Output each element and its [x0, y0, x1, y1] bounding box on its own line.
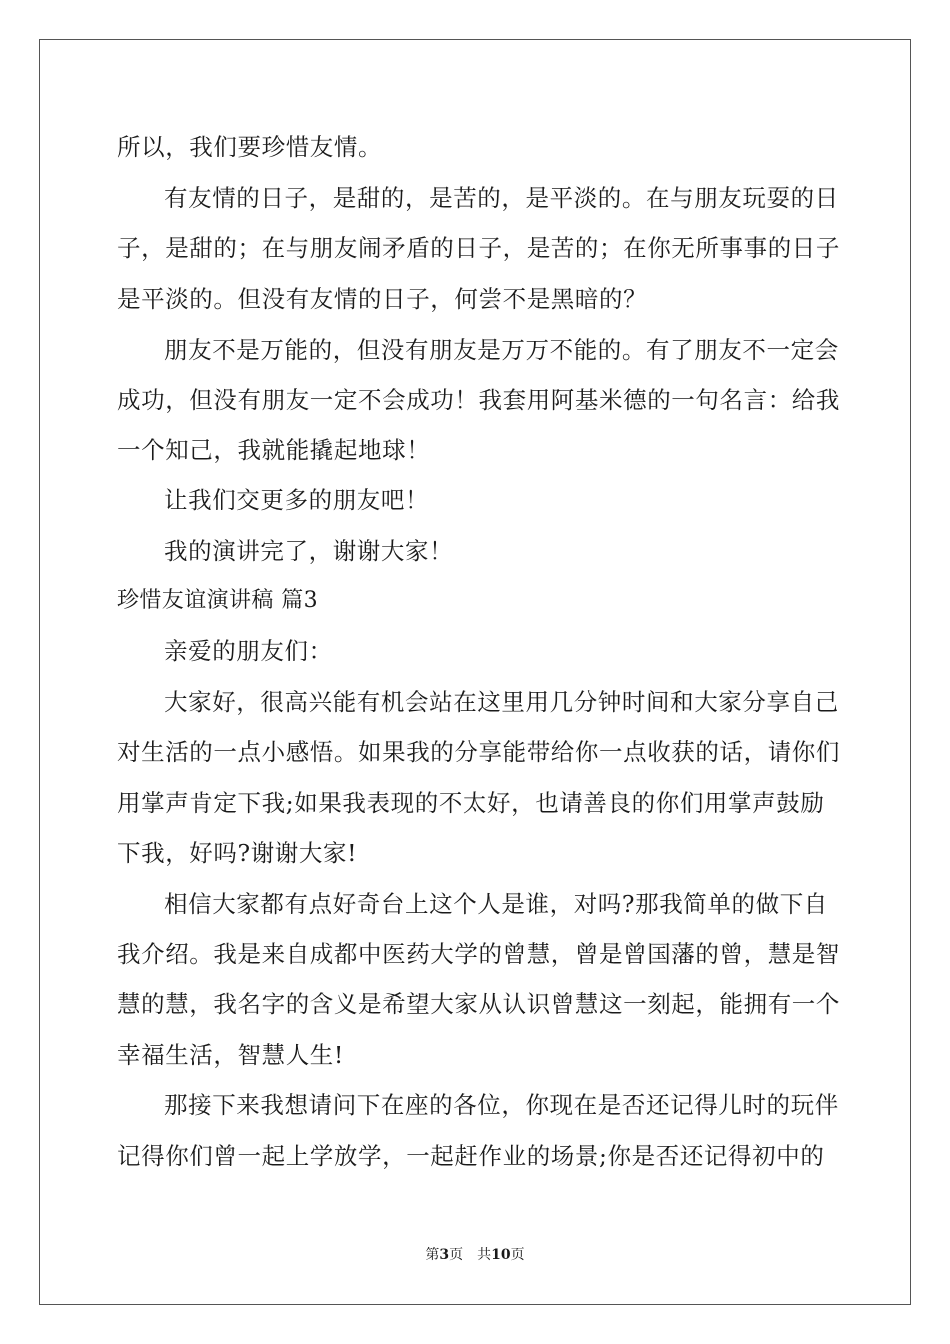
paragraph-line: 一个知己，我就能撬起地球！	[117, 436, 431, 464]
paragraph-line: 朋友不是万能的，但没有朋友是万万不能的。有了朋友不一定会	[164, 336, 839, 364]
page-label-prefix: 第	[425, 1247, 440, 1263]
page-label-suffix: 页	[449, 1247, 464, 1263]
paragraph-line: 成功，但没有朋友一定不会成功！我套用阿基米德的一句名言：给我	[117, 386, 840, 414]
paragraph-line: 是平淡的。但没有友情的日子，何尝不是黑暗的？	[117, 285, 648, 313]
paragraph-line: 有友情的日子，是甜的，是苦的，是平淡的。在与朋友玩耍的日	[164, 184, 839, 212]
paragraph-line: 我介绍。我是来自成都中医药大学的曾慧，曾是曾国藩的曾，慧是智	[117, 940, 840, 968]
total-pages: 10	[491, 1247, 511, 1263]
paragraph-line: 幸福生活，智慧人生!	[117, 1041, 344, 1069]
paragraph-line: 那接下来我想请问下在座的各位，你现在是否还记得儿时的玩伴	[164, 1091, 839, 1119]
paragraph-line: 用掌声肯定下我;如果我表现的不太好，也请善良的你们用掌声鼓励	[117, 789, 825, 817]
paragraph-line: 下我，好吗?谢谢大家!	[117, 839, 358, 867]
paragraph-line: 对生活的一点小感悟。如果我的分享能带给你一点收获的话，请你们	[117, 738, 840, 766]
paragraph-line: 让我们交更多的朋友吧！	[164, 486, 430, 514]
salutation: 亲爱的朋友们：	[164, 637, 333, 665]
paragraph-line: 大家好，很高兴能有机会站在这里用几分钟时间和大家分享自己	[164, 688, 839, 716]
paragraph-line: 相信大家都有点好奇台上这个人是谁，对吗?那我简单的做下自	[164, 890, 828, 918]
paragraph-line: 记得你们曾一起上学放学，一起赶作业的场景;你是否还记得初中的	[117, 1142, 825, 1170]
paragraph-line: 我的演讲完了，谢谢大家！	[164, 537, 454, 565]
page-number: 3	[439, 1247, 450, 1263]
paragraph-line: 子，是甜的；在与朋友闹矛盾的日子，是苦的；在你无所事事的日子	[117, 234, 840, 262]
total-label-suffix: 页	[510, 1247, 525, 1263]
section-heading: 珍惜友谊演讲稿 篇3	[117, 588, 318, 613]
total-label-prefix: 共	[477, 1247, 492, 1263]
paragraph-line: 所以，我们要珍惜友情。	[117, 133, 383, 161]
page-footer	[0, 1246, 950, 1264]
paragraph-line: 慧的慧，我名字的含义是希望大家从认识曾慧这一刻起，能拥有一个	[117, 990, 840, 1018]
